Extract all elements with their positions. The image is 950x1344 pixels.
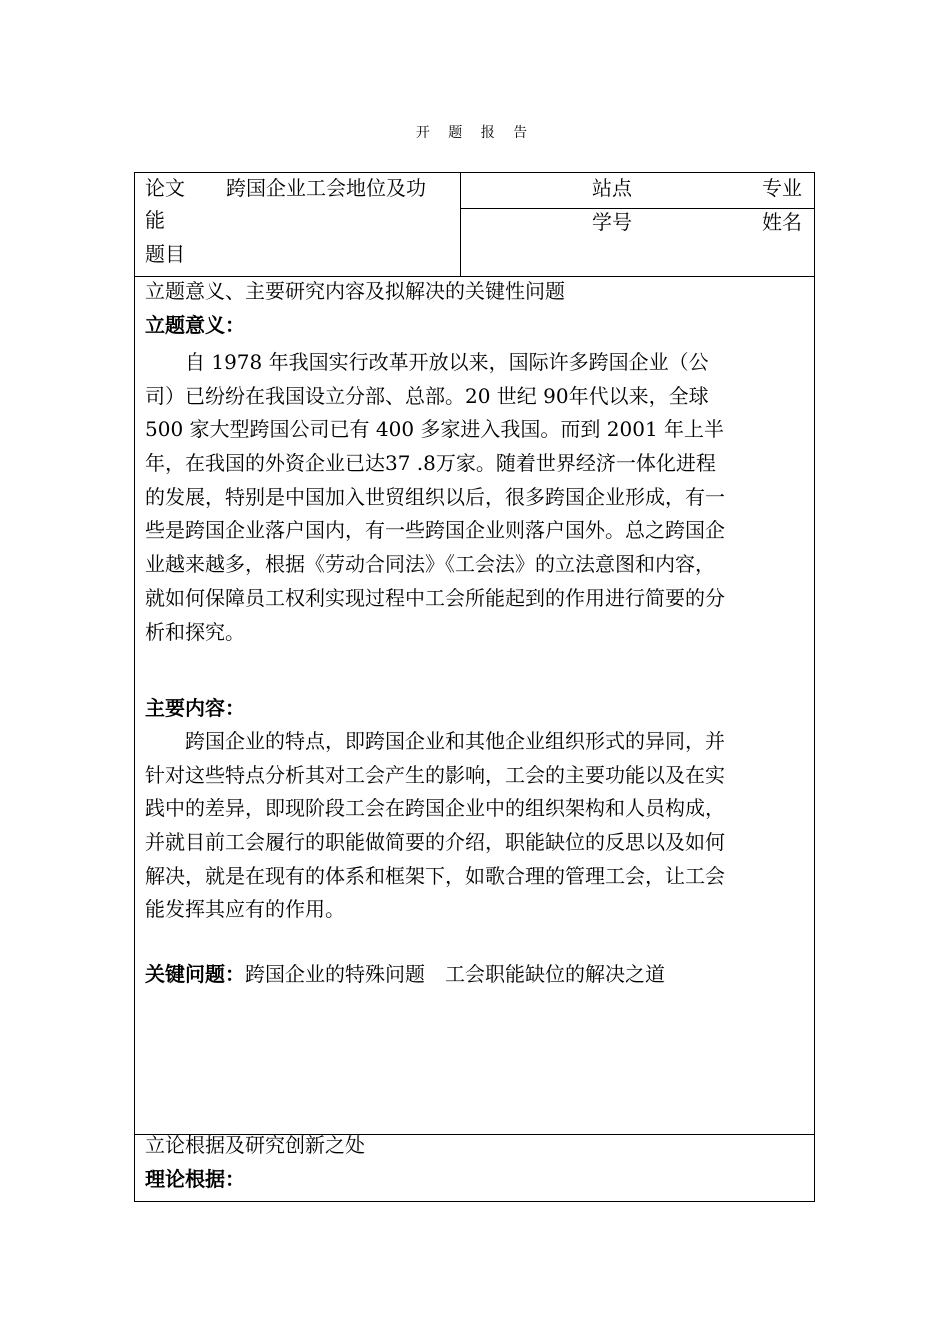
paragraph-line: 些是跨国企业落户国内，有一些跨国企业则落户国外。总之跨国企 bbox=[145, 518, 725, 543]
thesis-title: 跨国企业工会地位及功 bbox=[226, 176, 426, 200]
theory-basis-label: 理论根据： bbox=[145, 1167, 245, 1191]
key-problems-text: 跨国企业的特殊问题 工会职能缺位的解决之道 bbox=[245, 962, 665, 986]
site-label: 站点 bbox=[592, 176, 632, 200]
paragraph-line: 的发展，特别是中国加入世贸组织以后，很多跨国企业形成，有一 bbox=[145, 484, 725, 509]
paragraph-line: 并就目前工会履行的职能做简要的介绍，职能缺位的反思以及如何 bbox=[145, 830, 725, 855]
paragraph-line: 解决，就是在现有的体系和框架下，如歌合理的管理工会，让工会 bbox=[145, 863, 725, 888]
paragraph-line: 500 家大型跨国公司已有 400 多家进入我国。而到 2001 年上半 bbox=[145, 417, 725, 442]
paragraph-line: 司）已纷纷在我国设立分部、总部。20 世纪 90年代以来，全球 bbox=[145, 383, 709, 408]
content-label: 主要内容： bbox=[145, 696, 245, 720]
proposal-table bbox=[134, 172, 815, 1202]
paragraph-line: 析和探究。 bbox=[145, 619, 245, 644]
name-label: 姓名 bbox=[762, 210, 802, 234]
major-label: 专业 bbox=[762, 176, 802, 200]
thesis-label-line2: 能 bbox=[145, 208, 165, 232]
section2-heading: 立论根据及研究创新之处 bbox=[145, 1133, 365, 1157]
thesis-label-line1: 论文 bbox=[145, 176, 185, 200]
significance-label: 立题意义： bbox=[145, 313, 245, 337]
significance-paragraph bbox=[145, 346, 725, 649]
page-title: 开 题 报 告 bbox=[415, 125, 535, 141]
table-border-left bbox=[134, 172, 135, 1202]
header-col-divider bbox=[460, 172, 461, 277]
paragraph-line: 跨国企业的特点，即跨国企业和其他企业组织形式的异同，并 bbox=[145, 729, 725, 753]
section1-heading: 立题意义、主要研究内容及拟解决的关键性问题 bbox=[145, 279, 565, 303]
student-id-label: 学号 bbox=[592, 210, 632, 234]
paragraph-line: 年，在我国的外资企业已达37 .8万家。随着世界经济一体化进程 bbox=[145, 451, 716, 476]
key-problems-label: 关键问题： bbox=[145, 962, 245, 986]
paragraph-line: 针对这些特点分析其对工会产生的影响，工会的主要功能以及在实 bbox=[145, 762, 725, 787]
key-problems bbox=[145, 958, 665, 990]
thesis-label-line3: 题目 bbox=[145, 242, 185, 266]
paragraph-line: 业越来越多，根据《劳动合同法》《工会法》的立法意图和内容， bbox=[145, 552, 715, 577]
table-border-right bbox=[814, 172, 815, 1202]
paragraph-line: 能发挥其应有的作用。 bbox=[145, 897, 345, 922]
content-paragraph bbox=[145, 725, 725, 927]
table-border-bottom bbox=[134, 1201, 815, 1202]
paragraph-line: 就如何保障员工权利实现过程中工会所能起到的作用进行简要的分 bbox=[145, 585, 725, 610]
paragraph-line: 自 1978 年我国实行改革开放以来，国际许多跨国企业（公 bbox=[145, 350, 709, 374]
paragraph-line: 践中的差异，即现阶段工会在跨国企业中的组织架构和人员构成， bbox=[145, 796, 725, 821]
